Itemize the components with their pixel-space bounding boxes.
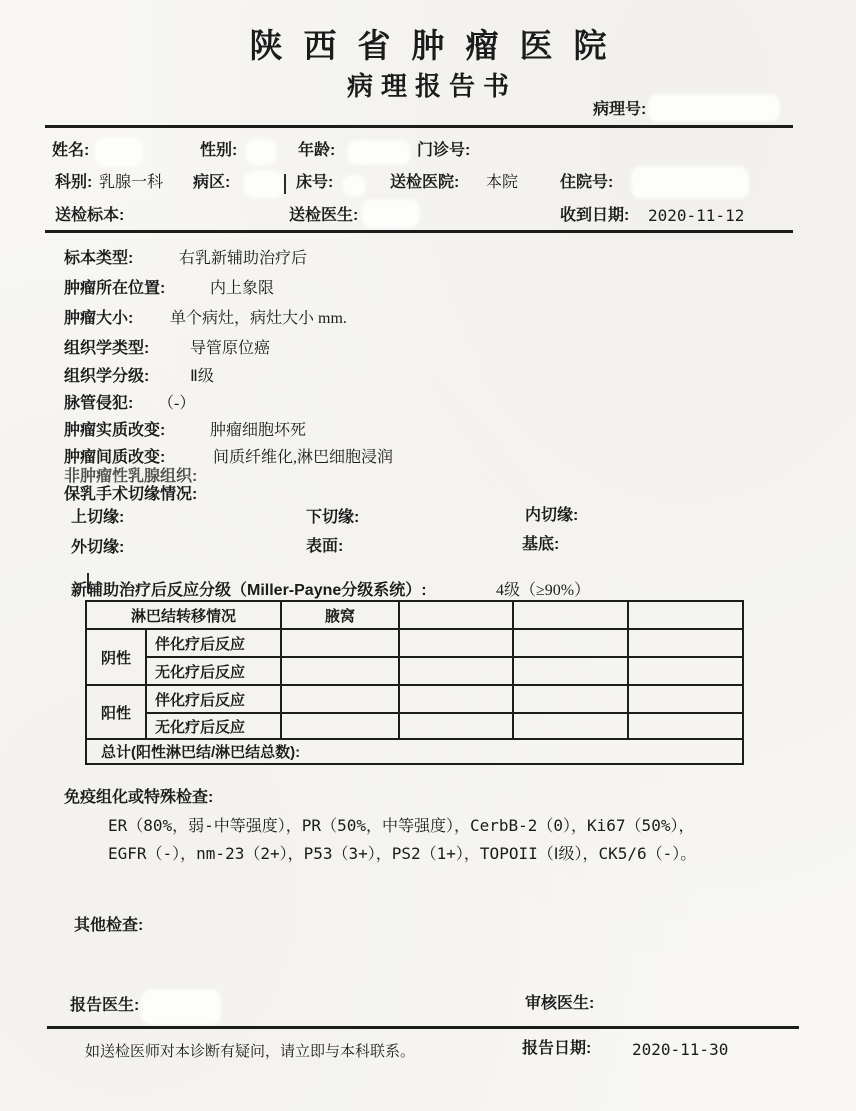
non-tumor-tissue-label: 非肿瘤性乳腺组织: (64, 468, 198, 483)
cell-empty (399, 657, 513, 685)
pathology-no-label: 病理号: (593, 101, 647, 118)
report-date-label: 报告日期: (522, 1040, 592, 1057)
ihc-section-label: 免疫组化或特殊检查: (64, 789, 214, 806)
redacted-bed (344, 177, 364, 195)
redacted-pathology-no (650, 96, 778, 120)
specimen-type-label: 标本类型: (64, 250, 134, 267)
redaction-artifact (284, 174, 286, 194)
margin-status-label: 保乳手术切缘情况: (64, 486, 198, 503)
received-date-label: 收到日期: (560, 207, 630, 224)
table-header-metastasis: 淋巴结转移情况 (86, 601, 281, 629)
tumor-size-value: 单个病灶，病灶大小 mm. (170, 310, 347, 327)
redacted-gender (247, 141, 275, 163)
specimen-label: 送检标本: (55, 207, 125, 224)
report-doctor-label: 报告医生: (70, 997, 140, 1014)
department-label: 科别: (55, 174, 93, 191)
surface-label: 表面: (306, 538, 344, 555)
ward-label: 病区: (193, 174, 231, 191)
redacted-send-doctor (364, 201, 418, 226)
report-title: 病理报告书 (346, 71, 517, 101)
lymph-node-table (85, 600, 744, 765)
inferior-margin-label: 下切缘: (306, 509, 360, 526)
tumor-stroma-value: 间质纤维化,淋巴细胞浸润 (213, 449, 394, 466)
cell-empty (628, 685, 743, 713)
pos-without-chemo-label: 无化疗后反应 (146, 713, 281, 739)
department-value: 乳腺一科 (99, 174, 164, 191)
table-header-empty-2 (513, 601, 628, 629)
header-divider (45, 125, 793, 128)
tumor-parenchyma-label: 肿瘤实质改变: (64, 422, 166, 439)
gender-label: 性别: (200, 142, 238, 159)
neg-with-chemo-label: 伴化疗后反应 (146, 629, 281, 657)
row-group-negative: 阴性 (86, 629, 146, 685)
age-label: 年龄: (298, 142, 336, 159)
cell-empty (281, 629, 399, 657)
send-doctor-label: 送检医生: (289, 207, 359, 224)
send-hospital-label: 送检医院: (390, 174, 460, 191)
lateral-margin-label: 外切缘: (71, 539, 125, 556)
name-label: 姓名: (52, 142, 90, 159)
cell-empty (628, 713, 743, 739)
histologic-grade-label: 组织学分级: (64, 368, 150, 385)
neg-without-chemo-label: 无化疗后反应 (146, 657, 281, 685)
redacted-name (96, 139, 142, 165)
superior-margin-label: 上切缘: (71, 509, 125, 526)
send-hospital-value: 本院 (486, 174, 519, 191)
footer-divider (47, 1026, 799, 1029)
tumor-location-label: 肿瘤所在位置: (64, 280, 166, 297)
cell-empty (281, 685, 399, 713)
cell-empty (513, 713, 628, 739)
redacted-inpatient-no (633, 168, 747, 197)
cell-empty (399, 629, 513, 657)
cell-empty (628, 629, 743, 657)
ihc-results-line-2: EGFR（-），nm-23（2+），P53（3+），PS2（1+），TOPOII（Ⅰ级），CK5/6（-）。 (108, 844, 697, 863)
specimen-type-value: 右乳新辅助治疗后 (179, 250, 308, 267)
cell-empty (513, 685, 628, 713)
other-exam-label: 其他检查: (74, 917, 144, 934)
table-header-empty-3 (628, 601, 743, 629)
vascular-invasion-value: （-） (158, 395, 196, 412)
miller-payne-label: 新辅助治疗后反应分级（Miller-Payne分级系统）: (71, 582, 427, 599)
hospital-name: 陕西省肿瘤医院 (249, 27, 628, 64)
review-doctor-label: 审核医生: (525, 995, 595, 1012)
medial-margin-label: 内切缘: (525, 507, 579, 524)
tumor-parenchyma-value: 肿瘤细胞坏死 (210, 422, 307, 439)
table-total-label: 总计(阳性淋巴结/淋巴结总数): (86, 739, 743, 764)
inpatient-no-label: 住院号: (560, 174, 614, 191)
histologic-type-value: 导管原位癌 (190, 340, 271, 357)
cell-empty (281, 713, 399, 739)
received-date-value: 2020-11-12 (648, 206, 745, 225)
ihc-results-line-1: ER（80%，弱-中等强度），PR（50%，中等强度），CerbB-2（0），Ki67（50%）， (108, 816, 695, 835)
info-divider (45, 230, 793, 233)
tumor-location-value: 内上象限 (210, 280, 275, 297)
cell-empty (399, 685, 513, 713)
pos-with-chemo-label: 伴化疗后反应 (146, 685, 281, 713)
cell-empty (281, 657, 399, 685)
cell-empty (513, 629, 628, 657)
redacted-ward (246, 173, 282, 196)
row-group-positive: 阳性 (86, 685, 146, 739)
tumor-size-label: 肿瘤大小: (64, 310, 134, 327)
footer-note: 如送检医师对本诊断有疑问，请立即与本科联系。 (85, 1044, 416, 1060)
bed-label: 床号: (296, 174, 334, 191)
cell-empty (628, 657, 743, 685)
miller-payne-value: 4级（≥90%） (496, 582, 591, 599)
base-label: 基底: (522, 536, 560, 553)
vascular-invasion-label: 脉管侵犯: (64, 395, 134, 412)
redacted-age (349, 142, 409, 163)
cell-empty (399, 713, 513, 739)
redacted-report-doctor (143, 991, 219, 1023)
histologic-grade-value: Ⅱ级 (190, 368, 214, 385)
table-header-axilla: 腋窝 (281, 601, 399, 629)
report-date-value: 2020-11-30 (632, 1040, 729, 1059)
outpatient-no-label: 门诊号: (417, 142, 471, 159)
tumor-stroma-label: 肿瘤间质改变: (64, 449, 166, 466)
cell-empty (513, 657, 628, 685)
histologic-type-label: 组织学类型: (64, 340, 150, 357)
table-header-empty-1 (399, 601, 513, 629)
